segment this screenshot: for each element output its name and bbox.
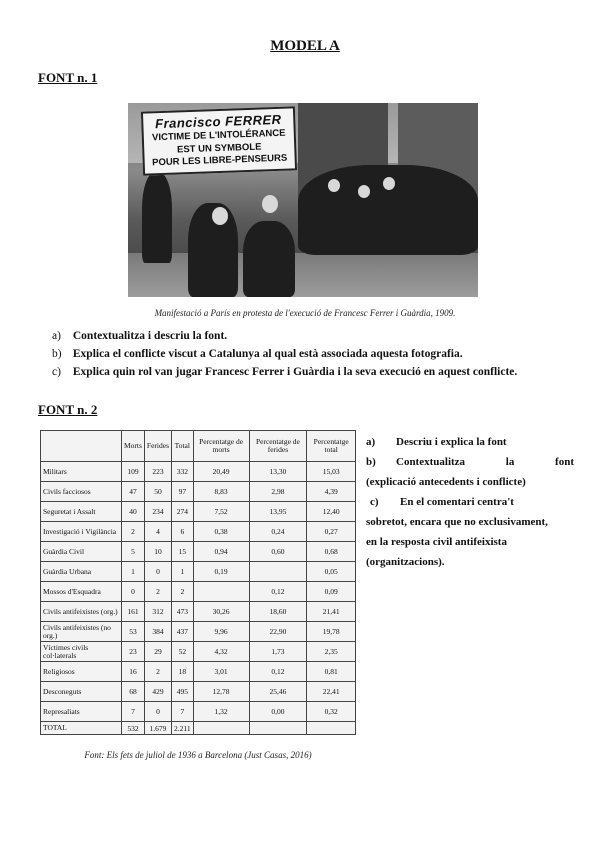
photo-face [212,207,228,225]
table-cell: 52 [172,642,194,662]
table-cell: 9,96 [193,622,249,642]
question-a [366,432,574,452]
photo-person [243,221,295,297]
question-c [366,492,574,512]
question-text: Descriu i explica la font [396,436,507,448]
table-cell: 429 [144,682,171,702]
table-cell: 0,00 [249,702,307,722]
table-cell: 1,32 [193,702,249,722]
photo-face [358,185,370,198]
table-row [41,682,356,702]
question-b [52,348,517,360]
table-cell: 0,68 [307,542,356,562]
table-cell: 18 [172,662,194,682]
font1-questions [52,330,517,384]
table-cell: 68 [122,682,145,702]
table-cell: 13,30 [249,462,307,482]
table-row-label: Mossos d'Esquadra [41,582,122,602]
table-cell [249,562,307,582]
table-cell: 2,35 [307,642,356,662]
table-cell: 0,05 [307,562,356,582]
table-row-label: Civils antifeixistes (org.) [41,602,122,622]
table-row [41,582,356,602]
table-cell: 15,03 [307,462,356,482]
table-cell: 312 [144,602,171,622]
photo-street [128,253,478,297]
table-row [41,642,356,662]
table-cell: 495 [172,682,194,702]
table-cell: 161 [122,602,145,622]
question-text: Contextualitza la font [396,456,574,468]
table-header-cell: Percentatge total [307,431,356,462]
photo-face [262,195,278,213]
table-row [41,542,356,562]
table-row-label: Represaliats [41,702,122,722]
table-cell: 5 [122,542,145,562]
table-row [41,482,356,502]
question-text: Explica quin rol van jugar Francesc Ferrer i Guàrdia i la seva execució en aquest conflicte. [72,366,518,378]
table-total-row [41,722,356,735]
table-cell: 25,46 [249,682,307,702]
font2-questions [366,432,574,572]
banner-line: Francisco FERRER [154,111,282,132]
table-row-label: Militars [41,462,122,482]
table-cell: 109 [122,462,145,482]
table-row-label: Investigació i Vigilància [41,522,122,542]
question-text: Contextualitza i descriu la font. [72,330,228,342]
casualties-table [40,430,356,735]
table-row-label: Guàrdia Urbana [41,562,122,582]
question-text: En el comentari centra't [400,496,514,508]
photo-face [328,179,340,192]
question-a [52,330,517,342]
table-cell: 20,49 [193,462,249,482]
table-cell: 2 [144,662,171,682]
font1-heading: FONT n. 1 [38,70,98,85]
question-letter: a) [366,436,376,448]
photo-caption: Manifestació a París en protesta de l'execució de Francesc Ferrer i Guàrdia, 1909. [154,308,456,318]
table-cell: 2 [122,522,145,542]
table-row [41,462,356,482]
table-cell: 18,60 [249,602,307,622]
question-b [366,452,574,472]
table-row-label: Desconeguts [41,682,122,702]
table-cell: 40 [122,502,145,522]
table-cell [193,722,249,735]
table-cell: 1.679 [144,722,171,735]
table-cell: 0 [144,562,171,582]
table-cell: 12,78 [193,682,249,702]
table-row [41,522,356,542]
protest-photograph [128,103,478,297]
table-cell: 29 [144,642,171,662]
table-cell: 16 [122,662,145,682]
table-cell: 23 [122,642,145,662]
table-cell: 2 [144,582,171,602]
table-header-cell: Total [172,431,194,462]
table-cell [307,722,356,735]
table-cell: 53 [122,622,145,642]
table-cell: 274 [172,502,194,522]
table-cell: 8,83 [193,482,249,502]
protest-banner [141,106,297,175]
table-cell: 473 [172,602,194,622]
table-cell: 6 [172,522,194,542]
table-row [41,562,356,582]
table-cell: 0,24 [249,522,307,542]
table-cell: 0,81 [307,662,356,682]
table-cell: 2,98 [249,482,307,502]
table-cell: 532 [122,722,145,735]
table-row-label: Civils facciosos [41,482,122,502]
table-cell: 437 [172,622,194,642]
table-cell: 1 [122,562,145,582]
table-cell: 0,38 [193,522,249,542]
table-cell: 384 [144,622,171,642]
table-cell: 7,52 [193,502,249,522]
question-text-continued: (organitzacions). [366,556,445,568]
table-row-label: TOTAL [41,722,122,735]
table-cell: 0 [144,702,171,722]
table-cell: 0,19 [193,562,249,582]
table-row [41,502,356,522]
table-header-cell [41,431,122,462]
table-header-cell: Percentatge de morts [193,431,249,462]
table-cell: 234 [144,502,171,522]
table-cell: 4,39 [307,482,356,502]
table-cell: 0 [122,582,145,602]
table-cell: 13,95 [249,502,307,522]
table-cell: 7 [122,702,145,722]
table-cell: 332 [172,462,194,482]
page-title: MODEL A [270,38,340,54]
table-cell: 21,41 [307,602,356,622]
table-row-label: Civils antifeixistes (no org.) [41,622,122,642]
question-letter: a) [52,330,61,342]
table-cell: 15 [172,542,194,562]
table-cell: 1 [172,562,194,582]
banner-line: POUR LES LIBRE-PENSEURS [151,152,288,169]
table-cell: 0,12 [249,662,307,682]
question-c [52,366,517,378]
question-text-continued: en la resposta civil antifeixista [366,536,507,548]
table-cell: 2 [172,582,194,602]
table-cell: 19,78 [307,622,356,642]
question-letter: b) [366,456,376,468]
font2-heading: FONT n. 2 [38,402,98,417]
table-cell: 0,09 [307,582,356,602]
table-cell: 4,32 [193,642,249,662]
question-letter: c) [52,366,61,378]
table-cell: 50 [144,482,171,502]
table-cell [193,582,249,602]
table-cell: 4 [144,522,171,542]
table-cell: 0,12 [249,582,307,602]
table-cell: 97 [172,482,194,502]
table-cell [249,722,307,735]
table-cell: 47 [122,482,145,502]
table-cell: 3,01 [193,662,249,682]
table-cell: 0,94 [193,542,249,562]
table-caption: Font: Els fets de juliol de 1936 a Barcelona (Just Casas, 2016) [84,750,312,760]
table-cell: 12,40 [307,502,356,522]
table-header-cell: Morts [122,431,145,462]
table-row [41,602,356,622]
question-text: Explica el conflicte viscut a Catalunya al qual està associada aquesta fotografia. [72,348,463,360]
table-row-label: Guàrdia Civil [41,542,122,562]
table-cell: 0,60 [249,542,307,562]
table-cell: 2.211 [172,722,194,735]
photo-person [142,173,172,263]
table-cell: 0,32 [307,702,356,722]
table-header-cell: Percentatge de ferides [249,431,307,462]
table-cell: 0,27 [307,522,356,542]
table-row-label: Religiosos [41,662,122,682]
table-cell: 22,90 [249,622,307,642]
question-letter: c) [370,496,379,508]
question-text-continued: sobretot, encara que no exclusivament, [366,516,548,528]
table-cell: 22,41 [307,682,356,702]
table-header-cell: Ferides [144,431,171,462]
table-row [41,622,356,642]
table-row [41,702,356,722]
table-cell: 223 [144,462,171,482]
table-header-row [41,431,356,462]
table-cell: 10 [144,542,171,562]
question-text-continued: (explicació antecedents i conflicte) [366,476,526,488]
table-row-label: Víctimes civils col·laterals [41,642,122,662]
banner-line: EST UN SYMBOLE [176,141,262,155]
table-row [41,662,356,682]
table-cell: 7 [172,702,194,722]
photo-face [383,177,395,190]
table-cell: 1,73 [249,642,307,662]
banner-line: VICTIME DE L'INTOLÉRANCE [151,127,286,144]
table-row-label: Seguretat i Assalt [41,502,122,522]
table-cell: 30,26 [193,602,249,622]
question-letter: b) [52,348,62,360]
